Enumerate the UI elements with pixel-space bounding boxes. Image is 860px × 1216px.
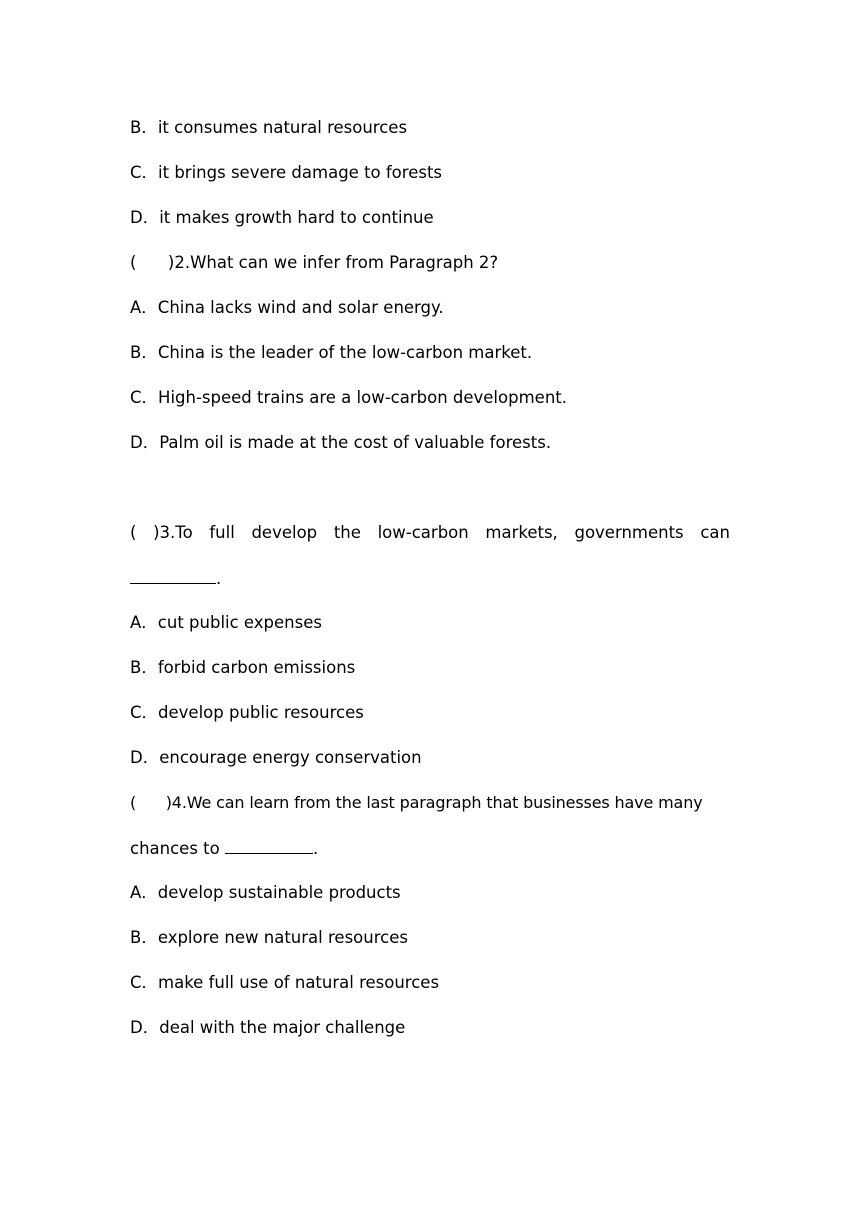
option-letter: D． <box>130 208 160 227</box>
q4-stem-prefix: chances to <box>130 839 225 858</box>
q4-stem-continuation <box>130 838 730 859</box>
option-text: High-speed trains are a low-carbon development. <box>158 388 567 407</box>
q3-stem-word: the <box>333 523 361 542</box>
option-letter: A． <box>130 883 158 902</box>
option-letter: B． <box>130 118 158 137</box>
q3-option-a <box>130 613 730 633</box>
q2-option-b <box>130 343 730 363</box>
q4-option-a <box>130 883 730 903</box>
option-letter: D． <box>130 1018 160 1037</box>
option-text: forbid carbon emissions <box>157 658 356 677</box>
option-text: encourage energy conservation <box>159 748 422 767</box>
q3-option-d <box>130 748 730 768</box>
option-letter: A． <box>130 298 158 317</box>
option-letter: D． <box>130 748 160 767</box>
option-letter: B． <box>130 928 158 947</box>
q3-stem-word: governments <box>574 523 684 542</box>
option-letter: B． <box>130 343 158 362</box>
q3-stem-word: full <box>209 523 235 542</box>
option-text: develop sustainable products <box>157 883 401 902</box>
q3-stem-word: develop <box>251 523 318 542</box>
q3-option-c <box>130 703 730 723</box>
q3-stem-word: ( <box>130 523 137 542</box>
q1-option-c <box>130 163 730 183</box>
option-letter: C． <box>130 973 159 992</box>
q2-option-a <box>130 298 730 318</box>
q2-stem: ( )2.What can we infer from Paragraph 2? <box>130 253 499 272</box>
q3-stem-word: can <box>700 523 730 542</box>
option-letter: A． <box>130 613 158 632</box>
option-text: it brings severe damage to forests <box>158 163 443 182</box>
q3-stem-word: low-carbon <box>377 523 469 542</box>
answer-blank <box>130 568 216 584</box>
option-text: make full use of natural resources <box>158 973 440 992</box>
q3-stem <box>130 523 730 543</box>
option-text: cut public expenses <box>157 613 322 632</box>
answer-blank <box>225 838 313 854</box>
q3-stem-continuation <box>130 568 730 589</box>
option-text: Palm oil is made at the cost of valuable forests. <box>159 433 552 452</box>
option-text: develop public resources <box>158 703 364 722</box>
q4-option-d <box>130 1018 730 1038</box>
option-letter: D． <box>130 433 160 452</box>
option-letter: C． <box>130 388 159 407</box>
q4-stem: ( )4.We can learn from the last paragraph that businesses have many <box>130 793 703 812</box>
option-letter: C． <box>130 703 159 722</box>
q2-option-c <box>130 388 730 408</box>
option-letter: C． <box>130 163 159 182</box>
option-text: China is the leader of the low-carbon market. <box>157 343 533 362</box>
option-text: it consumes natural resources <box>157 118 408 137</box>
option-text: China lacks wind and solar energy. <box>157 298 444 317</box>
q2-option-d <box>130 433 730 453</box>
q3-stem-end: . <box>216 569 222 588</box>
q4-stem-end: . <box>312 839 319 858</box>
q4-option-c <box>130 973 730 993</box>
q1-option-d <box>130 208 730 228</box>
option-text: explore new natural resources <box>157 928 408 947</box>
q4-option-b <box>130 928 730 948</box>
option-letter: B． <box>130 658 158 677</box>
q3-stem-word: )3.To <box>153 523 193 542</box>
option-text: it makes growth hard to continue <box>159 208 434 227</box>
q1-option-b <box>130 118 730 138</box>
q3-option-b <box>130 658 730 678</box>
q3-stem-word: markets, <box>485 523 558 542</box>
option-text: deal with the major challenge <box>159 1018 406 1037</box>
